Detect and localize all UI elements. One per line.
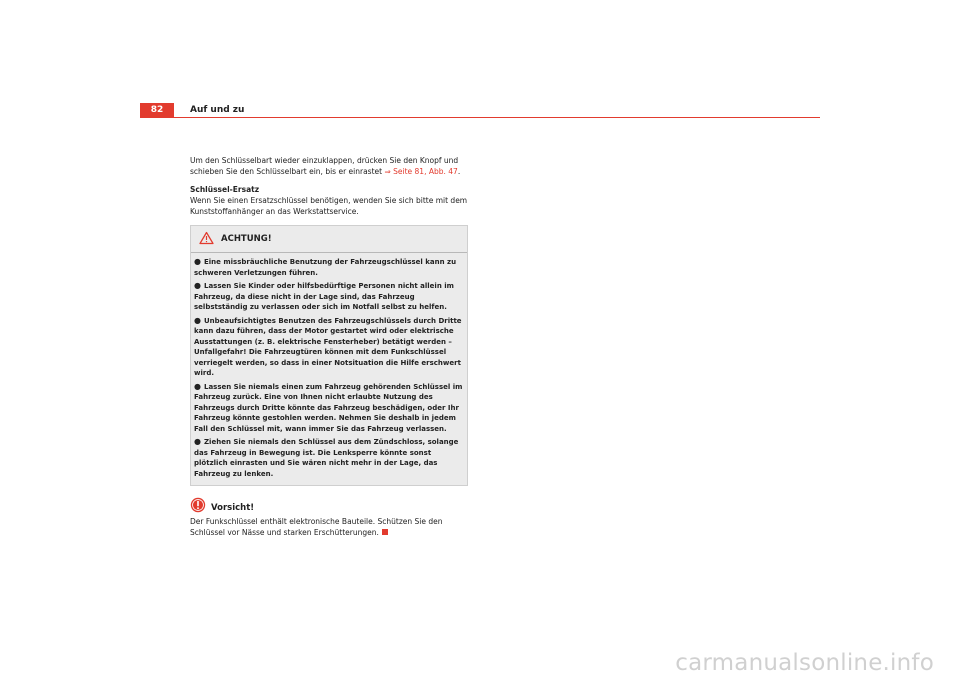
spare-key-paragraph: Wenn Sie einen Ersatzschlüssel benötigen, wenden Sie sich bitte mit dem Kunststoffanhänger an das Werkstattservice. [190, 196, 468, 216]
warning-item: ● Lassen Sie niemals einen zum Fahrzeug gehörenden Schlüssel im Fahrzeug zurück. Eine von Ihnen nicht erlaubte Nutzung des Fahrzeugs durch Dritte könnte das Fahrzeug beschädigen, oder Ihr Fahrzeug könnte gestohlen werden. Nehmen Sie deshalb in jedem Fall den Schlüssel mit, wann immer Sie das Fahrzeug verlassen. [194, 381, 463, 433]
warning-box [190, 225, 468, 486]
warning-title: ACHTUNG! [221, 233, 272, 244]
header-divider [174, 117, 820, 118]
warning-item: ● Unbeaufsichtigtes Benutzen des Fahrzeugschlüssels durch Dritte kann dazu führen, dass der Motor gestartet wird oder elektrische Ausstattungen (z. B. elektrische Fensterheber) betätigt werden – Unfallgefahr! Die Fahrzeugtüren können mit dem Funkschlüssel verriegelt werden, so dass in einer Notsituation die Hilfe erschwert wird. [194, 315, 462, 377]
watermark: carmanualsonline.info [675, 650, 934, 676]
main-content [190, 155, 470, 545]
warning-triangle-icon [199, 231, 221, 248]
notice-title: Vorsicht! [211, 503, 255, 513]
notice-paragraph: Der Funkschlüssel enthält elektronische Bauteile. Schützen Sie den Schlüssel vor Nässe und starken Erschütterungen. [190, 517, 443, 537]
section-end-marker [382, 529, 388, 535]
intro-text: Um den Schlüsselbart wieder einzuklappen, drücken Sie den Knopf und schieben Sie den Schlüsselbart ein, bis er einrastet [190, 156, 459, 176]
warning-header [191, 226, 467, 253]
figure-reference-link[interactable]: ⇒ Seite 81, Abb. 47 [384, 167, 458, 176]
section-title: Auf und zu [190, 105, 245, 115]
notice-header [190, 496, 470, 516]
warning-item: ● Ziehen Sie niemals den Schlüssel aus dem Zündschloss, solange das Fahrzeug in Bewegung ist. Die Lenksperre könnte sonst plötzlich einrasten und Sie wären nicht mehr in der Lage, das Fahrzeug zu lenken. [194, 437, 459, 478]
warning-item: ● Eine missbräuchliche Benutzung der Fahrzeugschlüssel kann zu schweren Verletzungen führen. [194, 257, 457, 277]
exclamation-circle-icon [190, 497, 211, 516]
page-number: 82 [140, 103, 174, 118]
spare-key-heading: Schlüssel-Ersatz [190, 185, 260, 194]
warning-item: ● Lassen Sie Kinder oder hilfsbedürftige Personen nicht allein im Fahrzeug, da diese nicht in der Lage sind, das Fahrzeug selbstständig zu verlassen oder sich im Notfall selbst zu helfen. [194, 281, 454, 311]
intro-end: . [457, 167, 461, 176]
intro-paragraph [190, 155, 470, 177]
